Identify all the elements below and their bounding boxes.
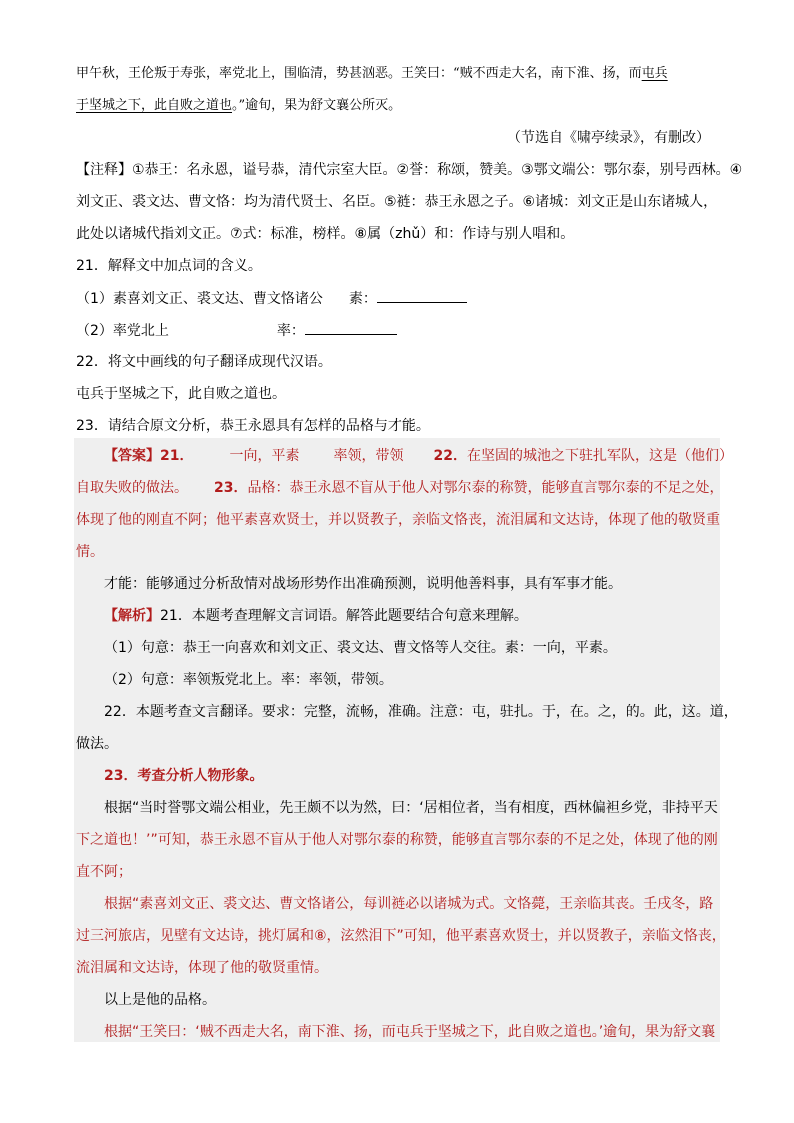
question-21-1-text: （1）素喜刘文正、裘文达、曹文恪诸公 xyxy=(76,291,323,307)
analysis-23-b-line-3: 流泪属和文达诗，体现了他的敬贤重情。 xyxy=(76,960,328,976)
passage-text: 。”逾旬，果为舒文襄公所灭。 xyxy=(232,98,402,113)
question-21-1 xyxy=(76,288,467,309)
analysis-21-1: （1）句意：恭王一向喜欢和刘文正、裘文达、曹文恪等人交往。素：一向，平素。 xyxy=(104,640,617,656)
passage-source: （节选自《啸亭续录》，有删改） xyxy=(507,130,710,146)
answer-blank[interactable] xyxy=(377,288,467,303)
question-22-sentence: 屯兵于坚城之下，此自败之道也。 xyxy=(76,386,286,402)
analysis-23-c: 以上是他的品格。 xyxy=(104,992,216,1008)
answer-21-2: 率领，带领 xyxy=(333,448,404,464)
answer-line-2 xyxy=(76,478,723,498)
question-23: 23．请结合原文分析，恭王永恩具有怎样的品格与才能。 xyxy=(76,418,430,434)
analysis-23-d-line-1: 根据“王笑曰：‘贼不西走大名，南下淮、扬，而屯兵于坚城之下，此自败之道也。’逾旬，果为舒文襄 xyxy=(104,1024,716,1040)
passage-underlined-text: 于坚城之下，此自败之道也 xyxy=(76,98,233,113)
analysis-23-b-line-1: 根据“素喜刘文正、裘文达、曹文恪诸公，每训裢必以诸城为式。文恪薨，王亲临其丧。壬戌冬，路 xyxy=(104,896,714,912)
analysis-22-line-1: 22．本题考查文言翻译。要求：完整，流畅，准确。注意：屯，驻扎。于，在。之，的。此，这。道， xyxy=(104,704,738,720)
answer-tag: 【答案】 xyxy=(104,448,160,464)
analysis-23-a-line-3: 直不阿； xyxy=(76,864,132,880)
analysis-23-b-line-2: 过三河旅店，见壁有文达诗，挑灯属和⑧，泫然泪下”可知，他平素喜欢贤士，并以贤教子，亲临文恪丧， xyxy=(76,928,726,944)
analysis-tag: 【解析】 xyxy=(104,608,160,624)
analysis-21-text: 21．本题考查理解文言词语。解答此题要结合句意来理解。 xyxy=(160,608,528,624)
answer-blank[interactable] xyxy=(305,320,397,335)
analysis-23-heading: 23．考查分析人物形象。 xyxy=(104,768,264,784)
question-21-2-word: 率： xyxy=(276,323,305,339)
question-22: 22．将文中画线的句子翻译成现代汉语。 xyxy=(76,354,332,370)
answer-line-1 xyxy=(104,446,733,466)
answer-22-text: 在坚固的城池之下驻扎军队，这是（他们） xyxy=(466,448,733,464)
notes-line-1: 【注释】①恭王：名永恩，谥号恭，清代宗室大臣。②誉：称颂，赞美。③鄂文端公：鄂尔泰，别号西林。④ xyxy=(76,162,743,178)
question-21: 21．解释文中加点词的含义。 xyxy=(76,258,262,274)
analysis-22-line-2: 做法。 xyxy=(76,736,118,752)
analysis-23-a-line-2: 下之道也！’”可知，恭王永恩不盲从于他人对鄂尔泰的称赞，能够直言鄂尔泰的不足之处，体现了他的刚 xyxy=(76,832,718,848)
answer-23-number: 23． xyxy=(214,480,248,496)
answer-line-3: 体现了他的刚直不阿；他平素喜欢贤士，并以贤教子，亲临文恪丧，流泪属和文达诗，体现了他的敬贤重 xyxy=(76,512,720,528)
answer-21-number: 21． xyxy=(160,448,194,464)
question-21-1-word: 素： xyxy=(348,291,377,307)
analysis-line-1 xyxy=(104,606,528,626)
question-21-2 xyxy=(76,320,397,341)
passage-line-2 xyxy=(76,96,401,116)
passage-text: 甲午秋，王伦叛于寿张，率党北上，围临清，势甚汹恶。王笑曰：“贼不西走大名，南下淮、扬，而 xyxy=(76,66,642,81)
answer-22-number: 22． xyxy=(433,448,467,464)
answer-22-text: 自取失败的做法。 xyxy=(76,480,188,496)
analysis-21-2: （2）句意：率领叛党北上。率：率领，带领。 xyxy=(104,672,393,688)
answer-ability: 才能：能够通过分析敌情对战场形势作出准确预测，说明他善料事，具有军事才能。 xyxy=(104,576,622,592)
answer-21-1: 一向，平素 xyxy=(229,448,300,464)
passage-line-1 xyxy=(76,64,668,84)
notes-line-3: 此处以诸城代指刘文正。⑦式：标准，榜样。⑧属（zhǔ）和：作诗与别人唱和。 xyxy=(76,226,575,242)
passage-underlined-text: 屯兵 xyxy=(641,66,668,81)
question-21-2-text: （2）率党北上 xyxy=(76,323,169,339)
notes-line-2: 刘文正、裘文达、曹文恪：均为清代贤士、名臣。⑤裢：恭王永恩之子。⑥诸城：刘文正是山东诸城人， xyxy=(76,194,718,210)
answer-line-4: 情。 xyxy=(76,544,104,560)
answer-23-text: 品格：恭王永恩不盲从于他人对鄂尔泰的称赞，能够直言鄂尔泰的不足之处， xyxy=(247,480,724,496)
analysis-23-a-line-1: 根据“当时誉鄂文端公相业，先王颇不以为然，曰：‘居相位者，当有相度，西林偏袒乡党，非持平天 xyxy=(104,800,718,816)
